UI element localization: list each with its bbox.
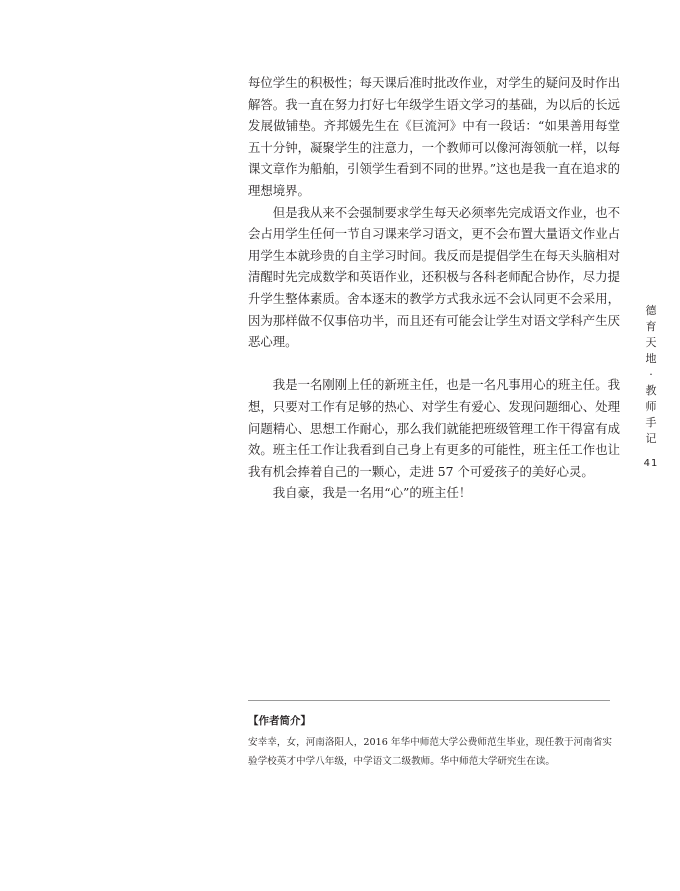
side-tab-char: 地 <box>645 352 657 365</box>
side-tab-char: 育 <box>645 320 657 333</box>
paragraph-closing: 我自豪，我是一名用“心”的班主任！ <box>272 485 472 501</box>
side-tab-char: 手 <box>645 416 657 429</box>
author-heading: 【作者简介】 <box>248 715 311 727</box>
paragraph-continued: 每位学生的积极性；每天课后准时批改作业，对学生的疑问及时作出解答。我一直在努力打好七年级学生语文学习的基础，为以后的长远发展做铺垫。齐邦媛先生在《巨流河》中有一段话：“如果善用每堂五十分钟，凝聚学生的注意力，一个教师可以像河海领航一样，以每课文章作为船舶，引领学生看到不同的世界。”这也是我一直在追求的理想境界。 <box>248 75 620 198</box>
footer-divider <box>248 700 610 701</box>
article-body <box>248 72 620 504</box>
author-bio: 安幸幸，女，河南洛阳人，2016 年华中师范大学公费师范生毕业，现任教于河南省实验学校英才中学八年级，中学语文二级教师。华中师范大学研究生在读。 <box>248 737 612 767</box>
section-side-tab <box>644 303 658 447</box>
side-tab-separator: · <box>649 368 653 381</box>
paragraph: 我是一名刚刚上任的新班主任，也是一名凡事用心的班主任。我想，只要对工作有足够的热心、对学生有爱心、发现问题细心、处理问题精心、思想工作耐心，那么我们就能把班级管理工作干得富有成效。班主任工作让我看到自己身上有更多的可能性，班主任工作也让我有机会捧着自己的一颗心，走进 57 个可爱孩子的美好心灵。 <box>248 377 620 479</box>
page-number: 41 <box>643 458 659 469</box>
side-tab-char: 记 <box>645 432 657 445</box>
side-tab-char: 德 <box>645 304 657 317</box>
side-tab-char: 师 <box>645 400 657 413</box>
paragraph: 但是我从来不会强制要求学生每天必须率先完成语文作业，也不会占用学生任何一节自习课来学习语文，更不会布置大量语文作业占用学生本就珍贵的自主学习时间。我反而是提倡学生在每天头脑相对清醒时先完成数学和英语作业，还积极与各科老师配合协作，尽力提升学生整体素质。舍本逐末的教学方式我永远不会认同更不会采用，因为那样做不仅事倍功半，而且还有可能会让学生对语文学科产生厌恶心理。 <box>248 204 620 350</box>
side-tab-char: 教 <box>645 384 657 397</box>
side-tab-char: 天 <box>645 336 657 349</box>
